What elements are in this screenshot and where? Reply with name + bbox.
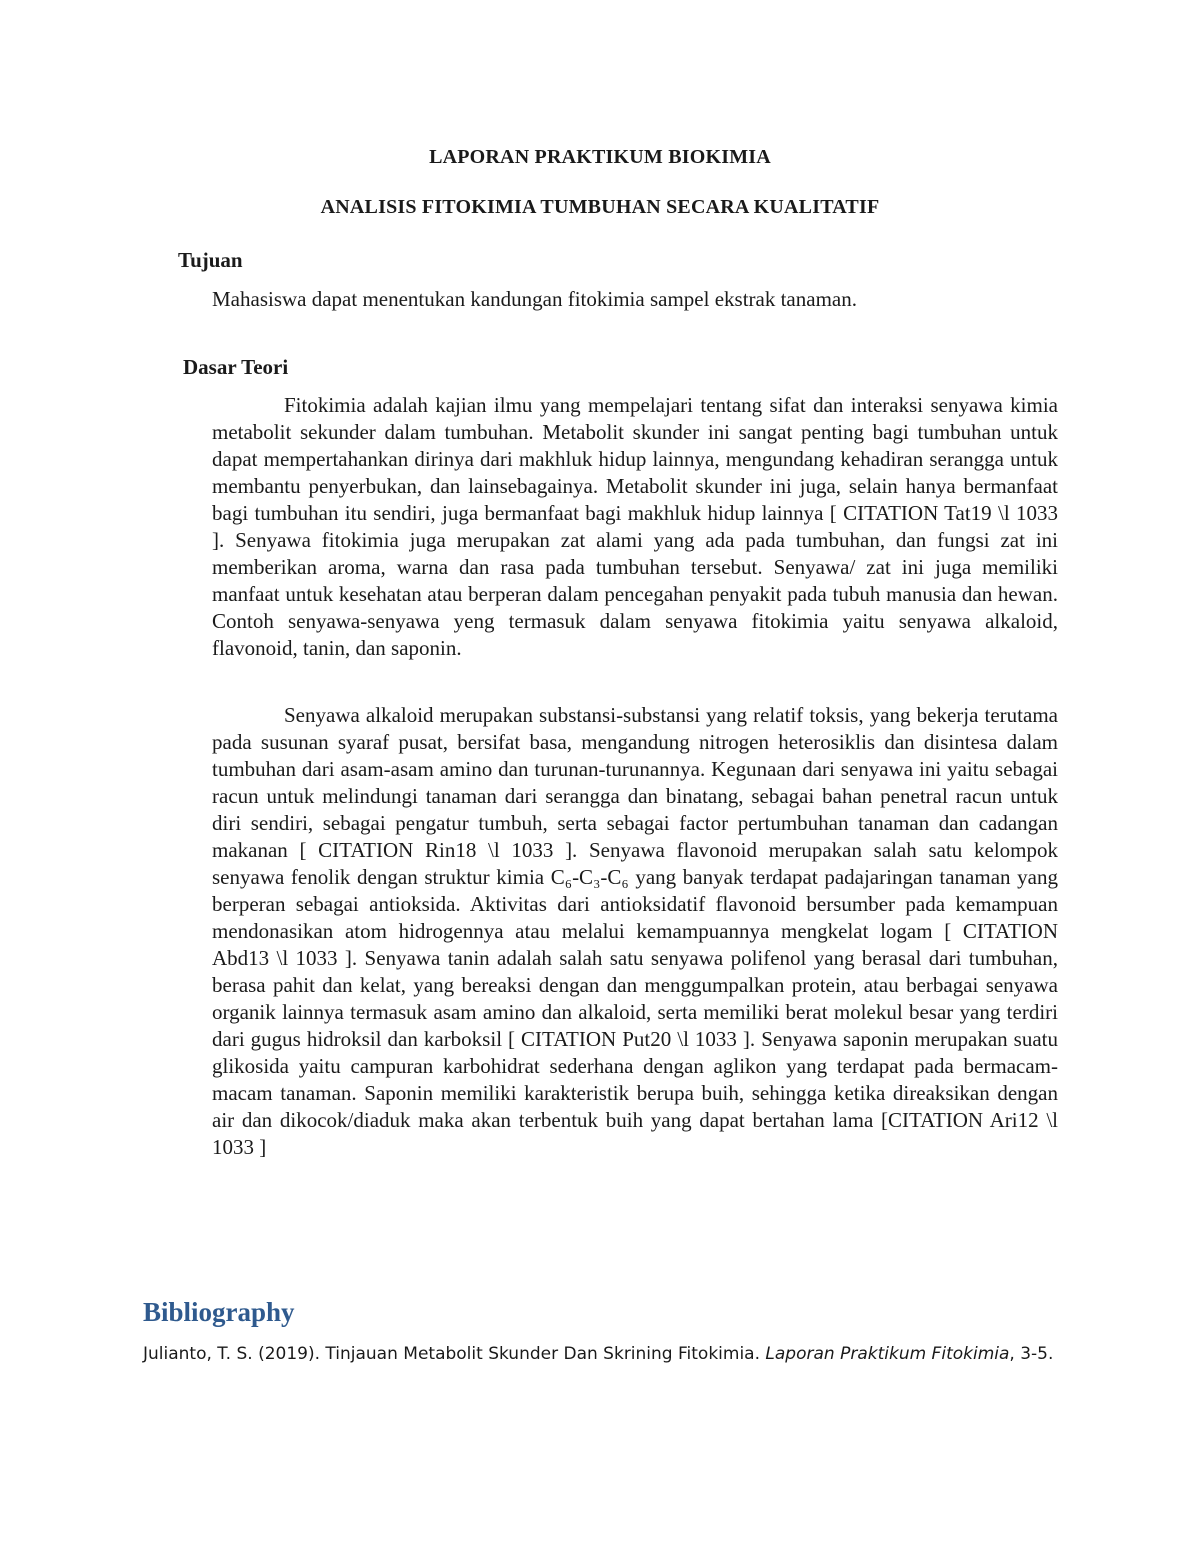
document-title: LAPORAN PRAKTIKUM BIOKIMIA xyxy=(429,146,771,168)
bibliography-entry-pages: , 3-5. xyxy=(1009,1344,1054,1364)
bibliography-entry-citation: Julianto, T. S. (2019). Tinjauan Metabolit Skunder Dan Skrining Fitokimia. xyxy=(143,1344,766,1364)
dasar-teori-heading: Dasar Teori xyxy=(183,355,289,379)
tujuan-heading: Tujuan xyxy=(178,248,243,272)
bibliography-heading: Bibliography xyxy=(143,1297,295,1327)
dasar-teori-paragraph-2: Senyawa alkaloid merupakan substansi-substansi yang relatif toksis, yang bekerja terutama pada susunan syaraf pusat, bersifat basa, mengandung nitrogen heterosiklis dan disintesa dalam tumbuhan dari asam-asam amino dan turunan-turunannya. Kegunaan dari senyawa ini yaitu sebagai racun untuk melindungi tanaman dari serangga dan binatang, sebagai bahan penetral racun untuk diri sendiri, sebagai pengatur tumbuh, serta sebagai factor pertumbuhan tanaman dan cadangan makanan [ CITATION Rin18 \l 1033 ]. Senyawa flavonoid merupakan salah satu kelompok senyawa fenolik dengan struktur kimia C₆-C₃-C₆ yang banyak terdapat padajaringan tanaman yang berperan sebagai antioksida. Aktivitas dari antioksidatif flavonoid bersumber pada kemampuan mendonasikan atom hidrogennya atau melalui kemampuannya mengkelat logam [ CITATION Abd13 \l 1033 ]. Senyawa tanin adalah salah satu senyawa polifenol yang berasal dari tumbuhan, berasa pahit dan kelat, yang bereaksi dengan dan menggumpalkan protein, atau berbagai senyawa organik lainnya termasuk asam amino dan alkaloid, serta memiliki berat molekul besar yang terdiri dari gugus hidroksil dan karboksil [ CITATION Put20 \l 1033 ]. Senyawa saponin merupakan suatu glikosida yaitu campuran karbohidrat sederhana dengan aglikon yang terdapat pada bermacam-macam tanaman. Saponin memiliki karakteristik berupa buih, sehingga ketika direaksikan dengan air dan dikocok/diaduk maka akan terbentuk buih yang dapat bertahan lama [CITATION Ari12 \l 1033 ] xyxy=(212,703,1058,1159)
dasar-teori-paragraph-1: Fitokimia adalah kajian ilmu yang mempelajari tentang sifat dan interaksi senyawa kimia metabolit sekunder dalam tumbuhan. Metabolit skunder ini sangat penting bagi tumbuhan untuk dapat mempertahankan dirinya dari makhluk hidup lainnya, mengundang kehadiran serangga untuk membantu penyerbukan, dan lainsebagainya. Metabolit skunder ini juga, selain hanya bermanfaat bagi tumbuhan itu sendiri, juga bermanfaat bagi makhluk hidup lainnya [ CITATION Tat19 \l 1033 ]. Senyawa fitokimia juga merupakan zat alami yang ada pada tumbuhan, dan fungsi zat ini memberikan aroma, warna dan rasa pada tumbuhan tersebut. Senyawa/ zat ini juga memiliki manfaat untuk kesehatan atau berperan dalam pencegahan penyakit pada tubuh manusia dan hewan. Contoh senyawa-senyawa yeng termasuk dalam senyawa fitokimia yaitu senyawa alkaloid, flavonoid, tanin, dan saponin. xyxy=(212,393,1058,660)
document-subtitle: ANALISIS FITOKIMIA TUMBUHAN SECARA KUALITATIF xyxy=(320,196,880,218)
tujuan-text: Mahasiswa dapat menentukan kandungan fitokimia sampel ekstrak tanaman. xyxy=(212,287,857,311)
bibliography-entry xyxy=(143,1338,1120,1371)
bibliography-entry-journal: Laporan Praktikum Fitokimia xyxy=(765,1344,1010,1364)
